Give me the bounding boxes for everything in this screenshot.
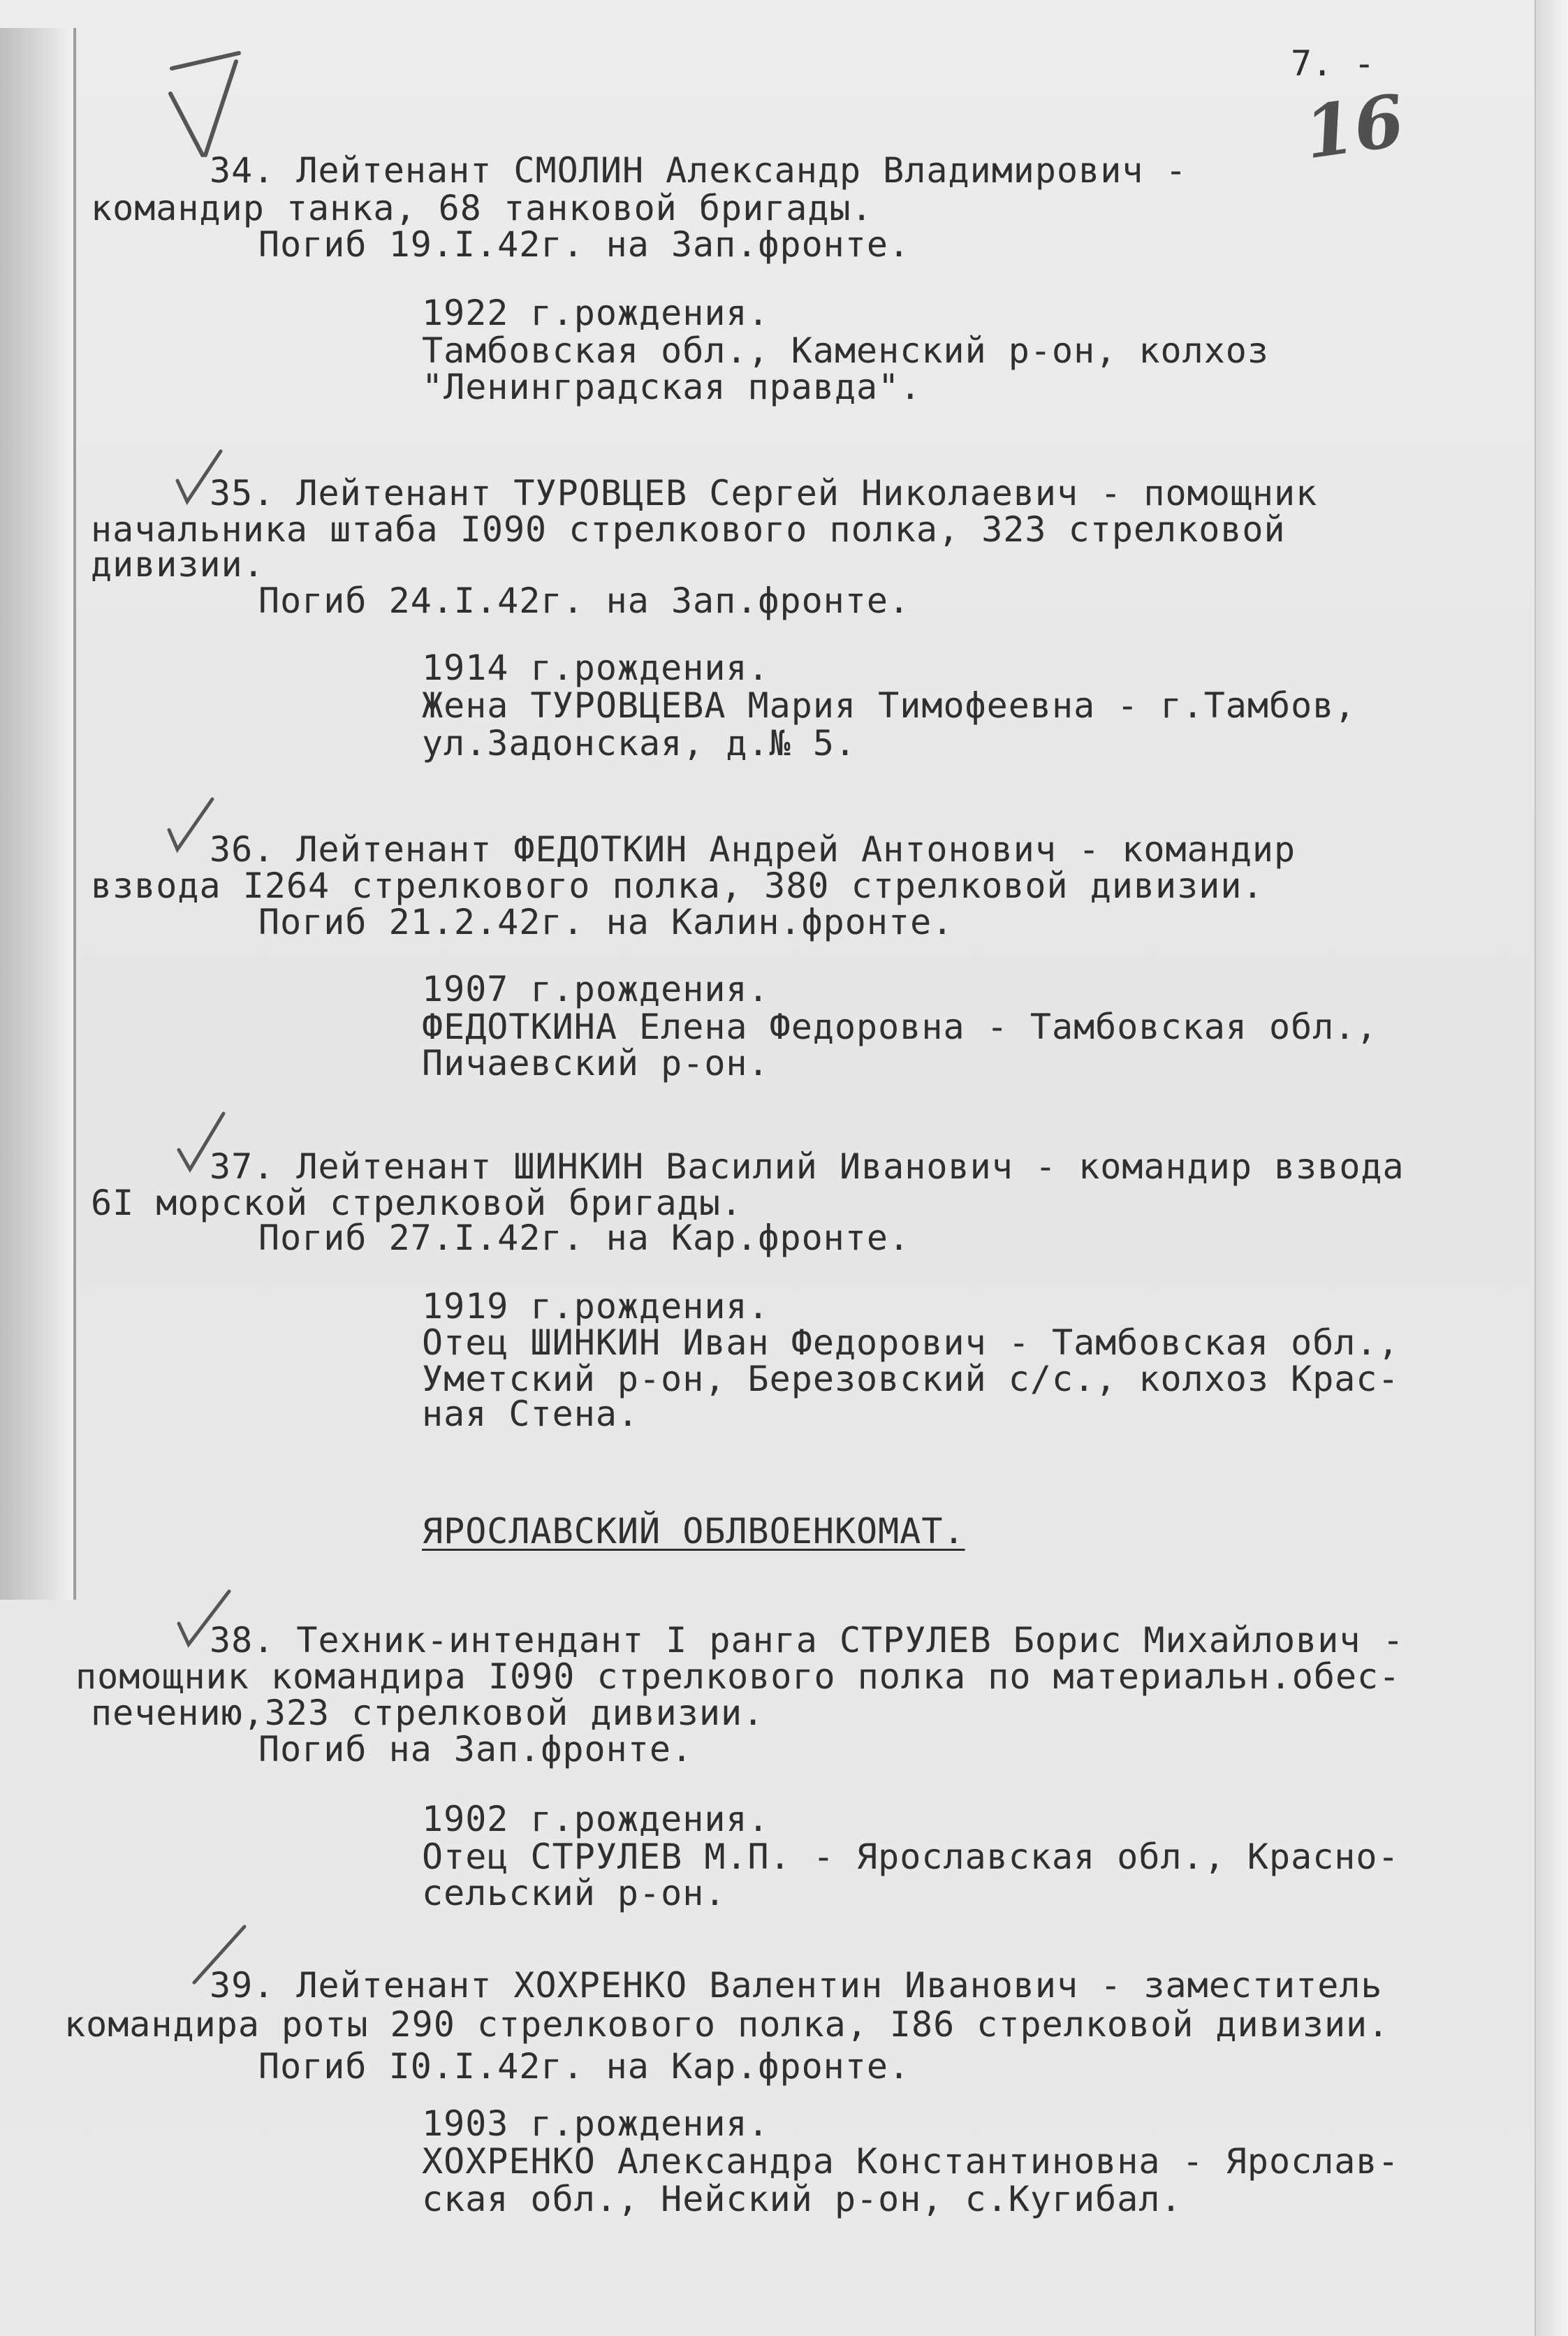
entry-39-address: ская обл., Нейский р-он, с.Кугибал. [422,2179,1182,2219]
entry-35-line-2: начальника штаба I090 стрелкового полка, 323 стрелковой [91,509,1286,550]
section-heading: ЯРОСЛАВСКИЙ ОБЛВОЕНКОМАТ. [422,1511,965,1552]
entry-34-line-2: командир танка, 68 танковой бригады. [91,188,873,228]
entry-36-death: Погиб 21.2.42г. на Калин.фронте. [258,902,954,942]
entry-35-address: ул.Задонская, д.№ 5. [422,723,857,764]
entry-39-line-1: 39. Лейтенант ХОХРЕНКО Валентин Иванович - заместитель [210,1965,1383,2006]
entry-34-death: Погиб 19.I.42г. на Зап.фронте. [258,224,911,265]
entry-34-line-1: 34. Лейтенант СМОЛИН Александр Владимирович - [210,150,1187,191]
handwritten-page-number: 16 [1299,78,1409,176]
entry-36-address: Пичаевский р-он. [422,1043,770,1083]
entry-38-line-1: 38. Техник-интендант I ранга СТРУЛЕВ Борис Михайлович - [210,1620,1405,1660]
entry-37-death: Погиб 27.I.42г. на Кар.фронте. [258,1218,911,1258]
entry-35-relative: Жена ТУРОВЦЕВА Мария Тимофеевна - г.Тамбов, [422,685,1356,726]
entry-37-address-2: ная Стена. [422,1394,640,1434]
entry-34-address-2: "Ленинградская правда". [422,367,922,407]
entry-34-birth: 1922 г.рождения. [422,293,770,333]
entry-39-relative: ХОХРЕНКО Александра Константиновна - Ярослав- [422,2141,1400,2182]
entry-38-birth: 1902 г.рождения. [422,1799,770,1839]
entry-36-birth: 1907 г.рождения. [422,969,770,1009]
entry-35-birth: 1914 г.рождения. [422,648,770,688]
entry-37-line-1: 37. Лейтенант ШИНКИН Василий Иванович - командир взвода [210,1146,1405,1187]
entry-39-line-2: командира роты 290 стрелкового полка, I86 стрелковой дивизии. [64,2004,1390,2045]
entry-38-line-3: печению,323 стрелковой дивизии. [91,1693,765,1733]
entry-38-death: Погиб на Зап.фронте. [258,1729,694,1769]
entry-39-birth: 1903 г.рождения. [422,2103,770,2144]
entry-36-line-2: взвода I264 стрелкового полка, 380 стрелковой дивизии. [91,866,1264,906]
entry-35-line-1: 35. Лейтенант ТУРОВЦЕВ Сергей Николаевич - помощник [210,473,1318,513]
entry-35-death: Погиб 24.I.42г. на Зап.фронте. [258,581,911,621]
paper-fold-left [0,28,76,1600]
entry-37-birth: 1919 г.рождения. [422,1286,770,1327]
entry-38-line-2: помощник командира I090 стрелкового полка по материальн.обес- [75,1656,1401,1697]
entry-37-relative: Отец ШИНКИН Иван Федорович - Тамбовская обл., [422,1322,1400,1363]
page-number: 7. - [1291,43,1375,84]
entry-39-death: Погиб I0.I.42г. на Кар.фронте. [258,2046,911,2087]
entry-36-line-1: 36. Лейтенант ФЕДОТКИН Андрей Антонович - командир [210,829,1296,870]
entry-38-relative: Отец СТРУЛЕВ М.П. - Ярославская обл., Красно- [422,1837,1400,1877]
entry-35-line-3: дивизии. [91,544,265,585]
entry-36-relative: ФЕДОТКИНА Елена Федоровна - Тамбовская обл., [422,1007,1378,1047]
entry-34-address-1: Тамбовская обл., Каменский р-он, колхоз [422,330,1269,371]
entry-37-address-1: Уметский р-он, Березовский с/с., колхоз Крас- [422,1359,1400,1399]
entry-38-address: сельский р-он. [422,1873,726,1913]
entry-37-line-2: 6I морской стрелковой бригады. [91,1183,743,1223]
roman-numeral-mark [159,50,243,162]
paper-edge-right [1534,0,1568,2336]
